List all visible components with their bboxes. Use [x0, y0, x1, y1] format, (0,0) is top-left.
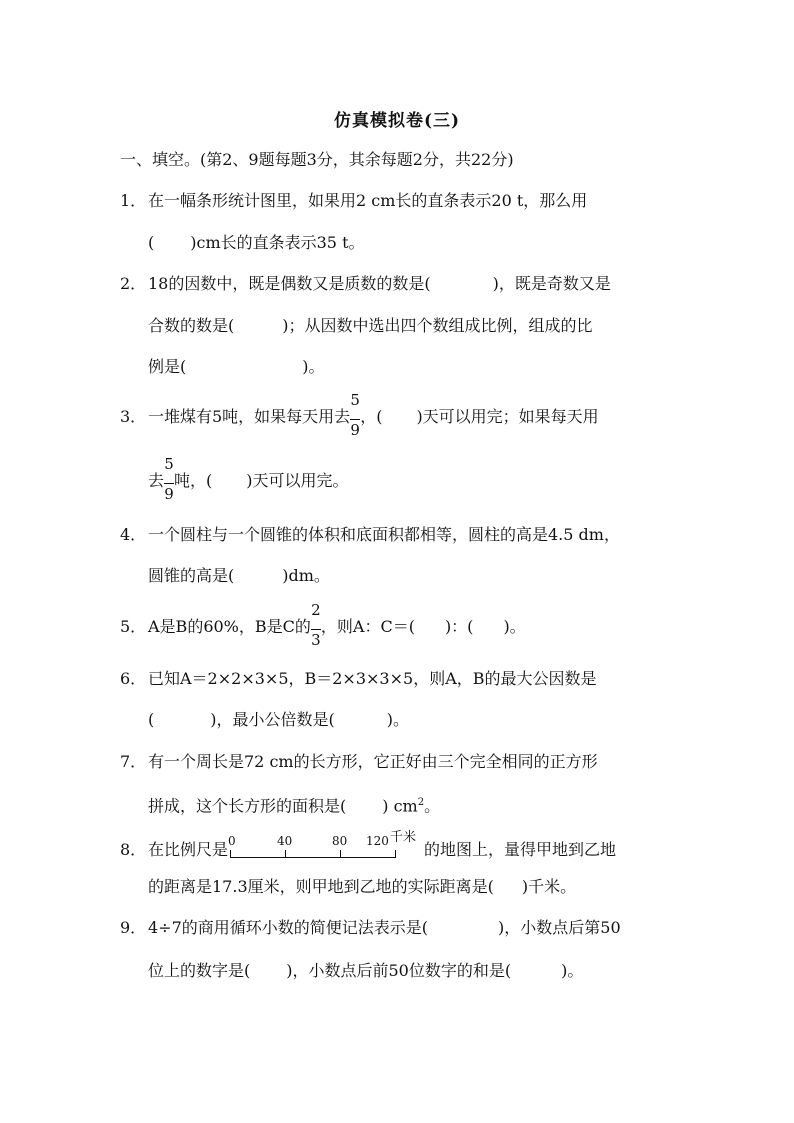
question-text: )，最小公倍数是( [210, 710, 335, 729]
scale-baseline [230, 857, 396, 858]
question-text: 吨，( [174, 471, 213, 490]
question-text: )cm长的直条表示35 t。 [190, 233, 365, 252]
question-text: 拼成，这个长方形的面积是( [148, 796, 347, 816]
question-text: )dm。 [282, 566, 330, 585]
scale-unit: 千米 [390, 830, 417, 845]
question-text: 合数的数是( [148, 316, 235, 335]
question-text: 。 [424, 796, 441, 816]
question-text: 在比例尺是 [148, 840, 229, 859]
question-text: 4÷7的商用循环小数的简便记法表示是( [148, 918, 429, 937]
question-text: )，既是奇数又是 [492, 274, 611, 293]
question-text: 位上的数字是( [148, 961, 251, 980]
question-text: )，小数点后第50 [498, 918, 621, 937]
scale-bar [228, 830, 424, 861]
question-9-line-2 [148, 960, 583, 982]
paren-open: ( [148, 233, 155, 252]
question-text: 去 [148, 471, 165, 490]
fraction-bar [350, 419, 360, 420]
question-text: ( [148, 710, 155, 729]
question-number: 9． [120, 918, 147, 937]
question-2-line-2 [148, 315, 593, 337]
question-6-line-1 [120, 668, 597, 690]
page-title: 仿真模拟卷(三) [333, 111, 461, 131]
question-number: 4． [120, 525, 147, 544]
question-2-line-1 [120, 273, 611, 295]
question-text: 有一个周长是72 cm的长方形，它正好由三个完全相同的正方形 [148, 752, 598, 771]
question-9-line-1 [120, 917, 621, 939]
scale-label: 40 [277, 834, 293, 848]
question-6-line-2 [148, 709, 409, 731]
scale-tick [230, 850, 231, 858]
question-8-line-2 [148, 876, 576, 898]
question-text: )。 [302, 357, 325, 376]
question-text: 一个圆柱与一个圆锥的体积和底面积都相等，圆柱的高是4.5 dm， [148, 525, 620, 544]
fraction [350, 390, 360, 439]
question-7-line-1 [120, 751, 598, 773]
question-2-line-3 [148, 356, 325, 378]
question-text: A是B的60%，B是C的 [148, 617, 311, 636]
question-text: 一堆煤有5吨，如果每天用去 [148, 407, 351, 426]
fraction [164, 454, 174, 503]
scale-label: 80 [332, 834, 348, 848]
question-number: 2． [120, 274, 147, 293]
question-text: )天可以用完；如果每天用 [416, 407, 599, 426]
question-text: ，( [360, 407, 383, 426]
question-number: 8． [120, 840, 147, 859]
question-text: )；从因数中选出四个数组成比例，组成的比 [282, 316, 593, 335]
question-text: 的地图上，量得甲地到乙地 [424, 840, 617, 859]
question-text: 已知A＝2×2×3×5，B＝2×3×3×5，则A，B的最大公因数是 [148, 669, 597, 688]
question-3-line-1 [120, 390, 599, 439]
question-7-line-2 [148, 792, 440, 817]
question-text: 圆锥的高是( [148, 566, 235, 585]
section-heading: 一、填空。(第2、9题每题3分，其余每题2分，共22分) [120, 150, 514, 169]
question-number: 3． [120, 407, 147, 426]
superscript: 2 [417, 797, 425, 808]
question-text: 的距离是17.3厘米，则甲地到乙地的实际距离是( [148, 877, 494, 896]
fraction-denominator: 9 [164, 484, 174, 503]
scale-label: 120 [366, 834, 389, 848]
question-4-line-2 [148, 565, 330, 587]
fraction-numerator: 2 [311, 600, 321, 619]
question-text: ) cm [382, 796, 418, 816]
fraction-bar [311, 629, 321, 630]
fraction-denominator: 9 [350, 420, 360, 439]
question-4-line-1 [120, 524, 620, 546]
scale-tick [340, 850, 341, 858]
question-1-line-2 [148, 232, 365, 254]
question-text: )千米。 [521, 877, 577, 896]
question-number: 1． [120, 191, 147, 210]
question-text: )。 [561, 961, 584, 980]
question-text: )，小数点后前50位数字的和是( [286, 961, 512, 980]
question-1-line-1 [120, 190, 587, 212]
question-number: 5． [120, 617, 147, 636]
question-text: 18的因数中，既是偶数又是质数的数是( [148, 274, 431, 293]
fraction-denominator: 3 [311, 630, 321, 649]
fraction-numerator: 5 [164, 454, 174, 473]
question-5-line-1 [120, 600, 526, 649]
scale-label: 0 [228, 834, 236, 848]
question-number: 6． [120, 669, 147, 688]
scale-tick [395, 850, 396, 858]
question-text: )天可以用完。 [246, 471, 349, 490]
question-8-line-1 [120, 830, 617, 861]
question-text: 例是( [148, 357, 187, 376]
question-text: )。 [503, 617, 526, 636]
fraction-bar [164, 483, 174, 484]
fraction-numerator: 5 [350, 390, 360, 409]
question-text: 在一幅条形统计图里，如果用2 cm长的直条表示20 t，那么用 [148, 191, 588, 210]
fraction [311, 600, 321, 649]
scale-tick [285, 850, 286, 858]
question-3-line-2 [148, 454, 349, 503]
question-text: ，则A：C＝( [320, 617, 415, 636]
question-number: 7． [120, 752, 147, 771]
question-text: )：( [444, 617, 474, 636]
question-text: )。 [386, 710, 409, 729]
